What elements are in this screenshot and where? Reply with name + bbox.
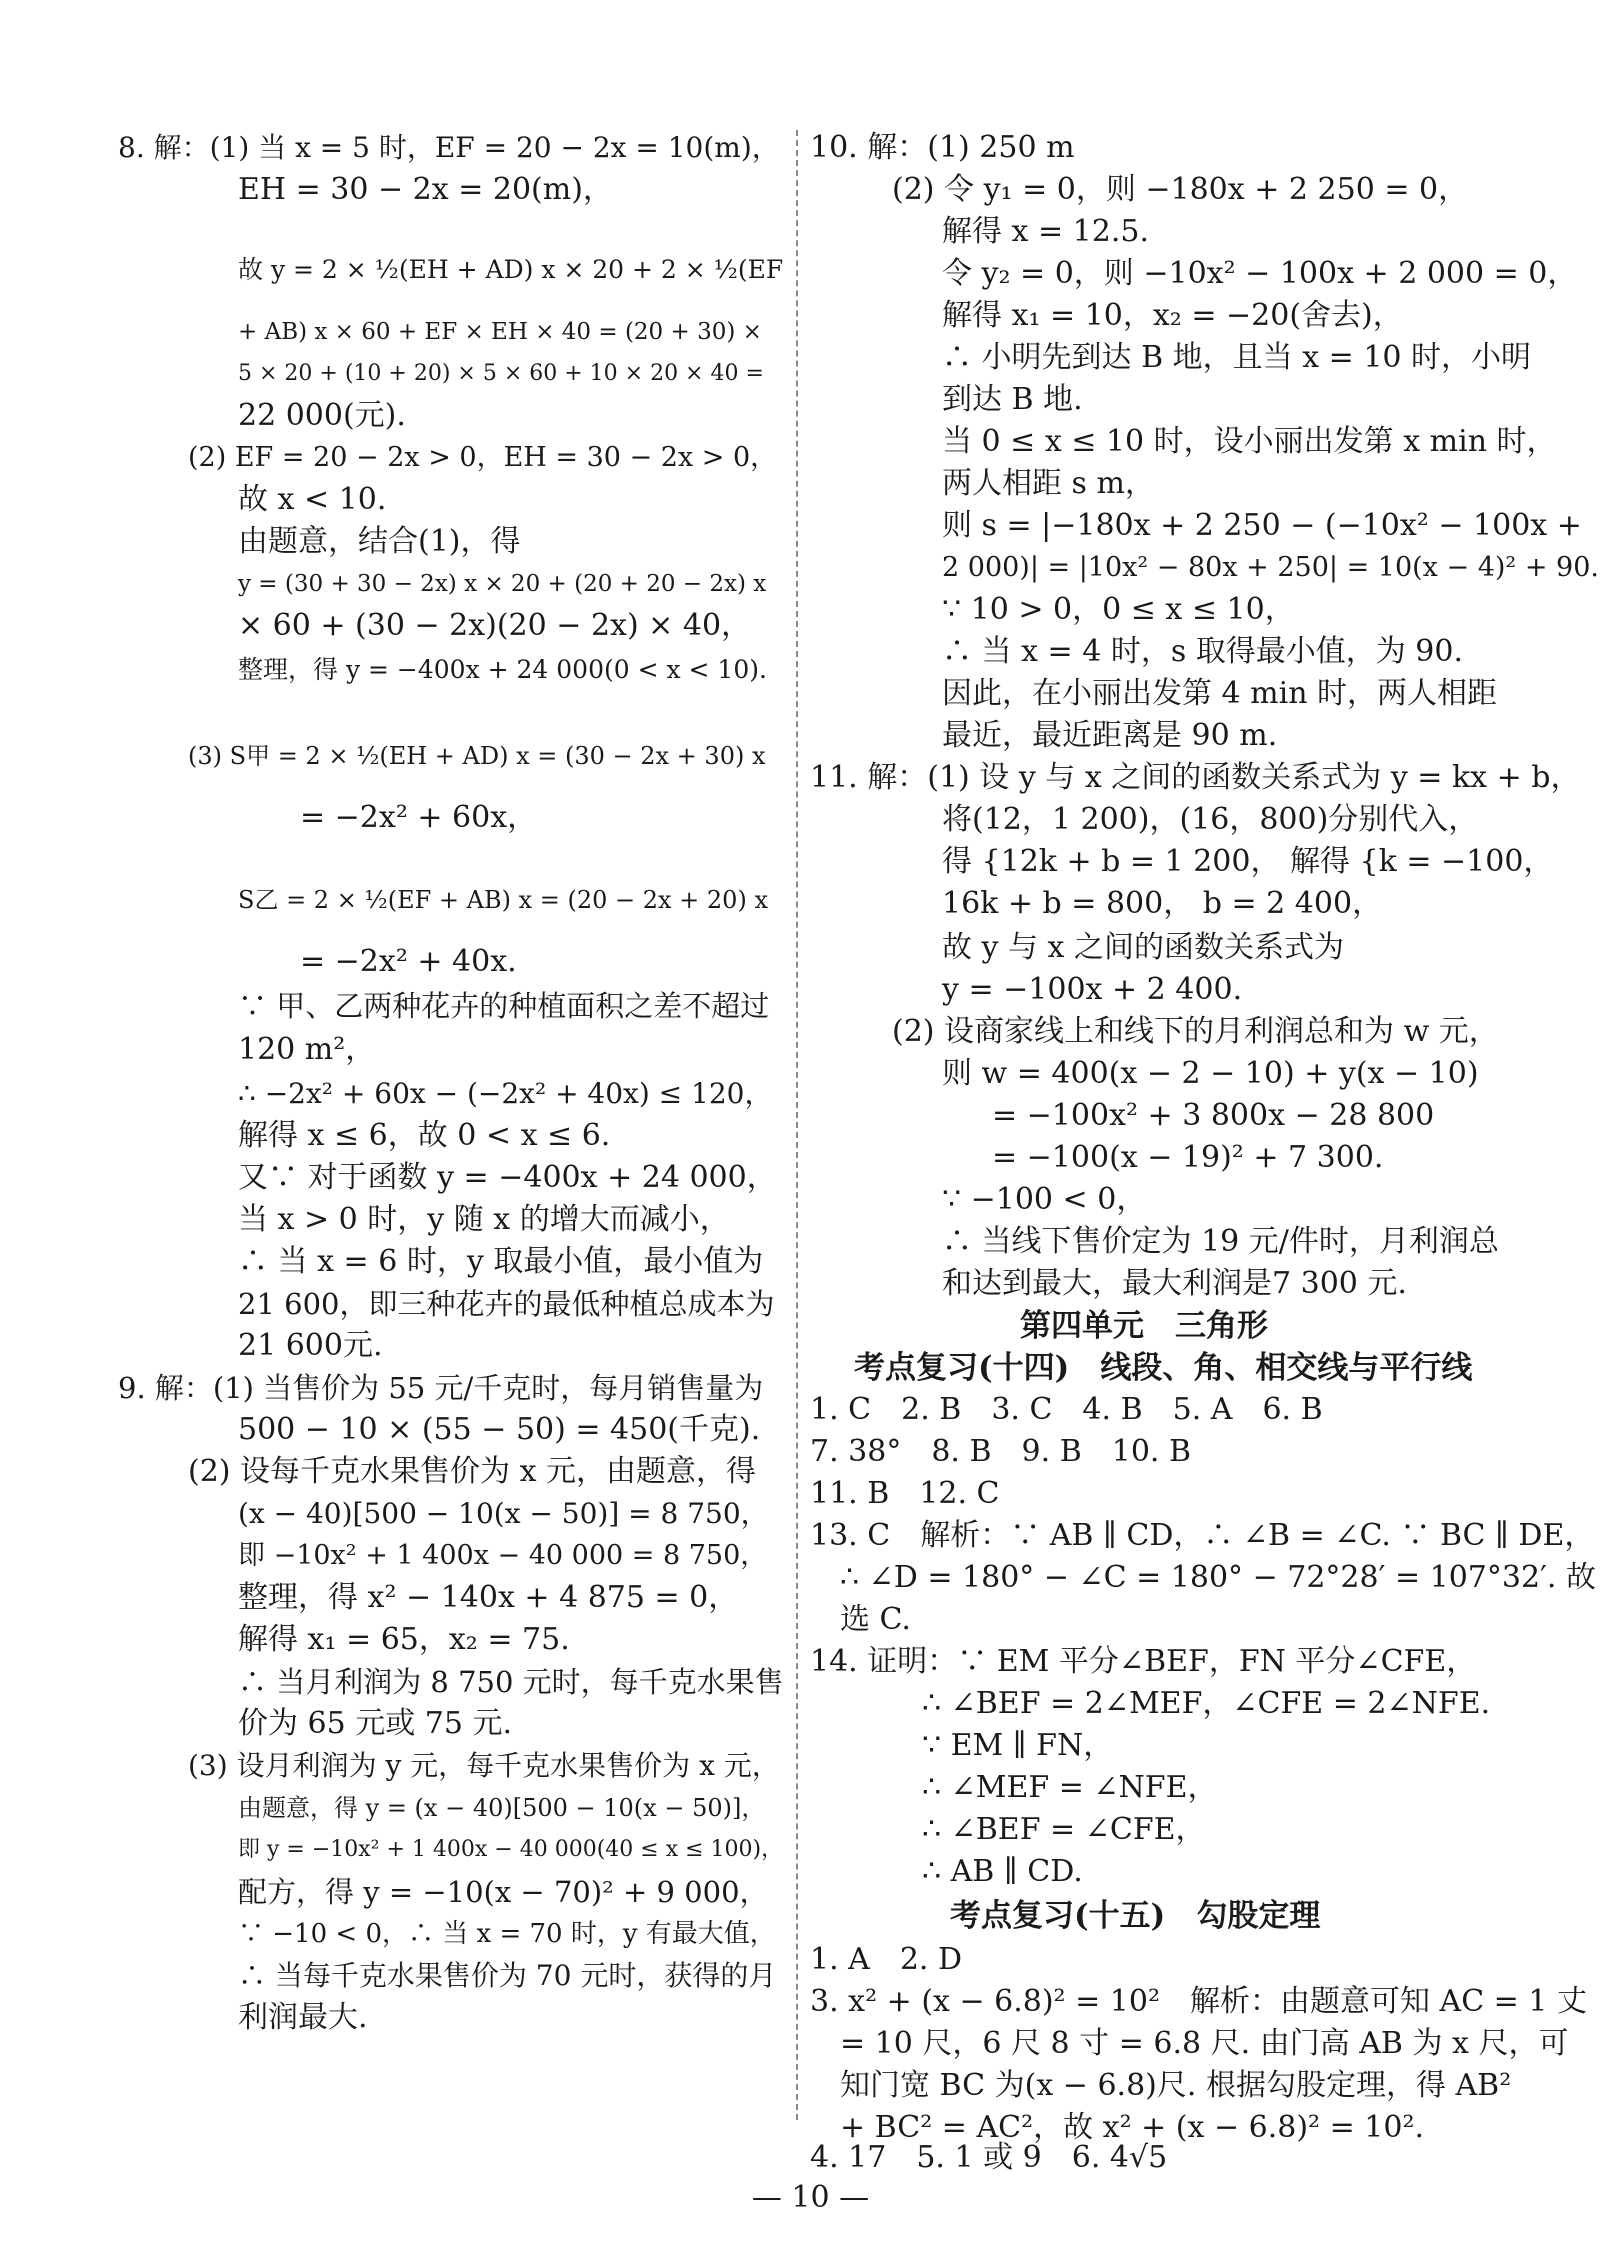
text-line: EH = 30 − 2x = 20(m)， xyxy=(238,172,613,207)
text-line: (2) EF = 20 − 2x > 0，EH = 30 − 2x > 0， xyxy=(188,442,778,473)
text-line: ∴ 当 x = 4 时，s 取得最小值，为 90. xyxy=(942,634,1464,669)
text-line: 利润最大. xyxy=(238,2000,368,2035)
text-line: (3) S甲 = 2 × ½(EH + AD) x = (30 − 2x + 30) x xyxy=(188,742,766,770)
text-line: ∵ EM ∥ FN， xyxy=(922,1728,1114,1763)
section-heading: 考点复习(十四) 线段、角、相交线与平行线 xyxy=(854,1350,1473,1386)
text-line: ∴ 小明先到达 B 地，且当 x = 10 时，小明 xyxy=(942,340,1532,375)
text-line: 10. 解：(1) 250 m xyxy=(810,130,1075,165)
text-line: 16k + b = 800， b = 2 400， xyxy=(942,886,1383,921)
text-line: + BC² = AC²，故 x² + (x − 6.8)² = 10². xyxy=(840,2110,1425,2145)
text-line: ∵ −10 < 0，∴ 当 x = 70 时，y 有最大值， xyxy=(238,1919,776,1949)
text-line: 知门宽 BC 为(x − 6.8)尺. 根据勾股定理，得 AB² xyxy=(840,2068,1512,2103)
text-line: × 60 + (30 − 2x)(20 − 2x) × 40， xyxy=(238,608,752,643)
text-line: 配方，得 y = −10(x − 70)² + 9 000， xyxy=(238,1875,769,1909)
text-line: 将(12，1 200)，(16，800)分别代入， xyxy=(942,802,1479,837)
text-line: ∴ 当 x = 6 时，y 取最小值，最小值为 xyxy=(238,1244,764,1279)
text-line: (x − 40)[500 − 10(x − 50)] = 8 750， xyxy=(238,1497,769,1530)
text-line: 11. B 12. C xyxy=(810,1476,1000,1511)
text-line: 两人相距 s m， xyxy=(942,466,1155,501)
unit-heading: 第四单元 三角形 xyxy=(1020,1308,1268,1344)
text-line: + AB) x × 60 + EF × EH × 40 = (20 + 30) × xyxy=(238,319,762,345)
text-line: 因此，在小丽出发第 4 min 时，两人相距 xyxy=(942,676,1498,711)
text-line: 故 y = 2 × ½(EH + AD) x × 20 + 2 × ½(EF xyxy=(238,255,784,284)
text-line: (3) 设月利润为 y 元，每千克水果售价为 x 元， xyxy=(188,1749,780,1782)
text-line: 由题意，得 y = (x − 40)[500 − 10(x − 50)]， xyxy=(238,1794,766,1822)
text-line: 则 w = 400(x − 2 − 10) + y(x − 10) xyxy=(942,1056,1479,1091)
text-line: ∵ 甲、乙两种花卉的种植面积之差不超过 xyxy=(238,989,770,1023)
text-line: 11. 解：(1) 设 y 与 x 之间的函数关系式为 y = kx + b， xyxy=(810,760,1581,795)
text-line: 选 C. xyxy=(840,1602,911,1637)
text-line: ∴ ∠BEF = 2∠MEF，∠CFE = 2∠NFE. xyxy=(922,1686,1491,1721)
text-line: 21 600，即三种花卉的最低种植总成本为 xyxy=(238,1287,775,1321)
text-line: 8. 解：(1) 当 x = 5 时，EF = 20 − 2x = 10(m)， xyxy=(118,131,780,164)
text-line: 14. 证明：∵ EM 平分∠BEF，FN 平分∠CFE， xyxy=(810,1644,1477,1679)
text-line: 故 x < 10. xyxy=(238,482,387,517)
text-line: 1. C 2. B 3. C 4. B 5. A 6. B xyxy=(810,1392,1323,1427)
text-line: 3. x² + (x − 6.8)² = 10² 解析：由题意可知 AC = 1 丈 xyxy=(810,1984,1587,2019)
text-line: 到达 B 地. xyxy=(942,382,1083,417)
text-line: y = (30 + 30 − 2x) x × 20 + (20 + 20 − 2x) x xyxy=(238,571,767,597)
text-line: ∵ −100 < 0， xyxy=(942,1182,1147,1217)
text-line: = −2x² + 60x， xyxy=(300,800,538,835)
text-line: 120 m²， xyxy=(238,1032,376,1067)
text-line: y = −100x + 2 400. xyxy=(942,972,1243,1007)
text-line: 4. 17 5. 1 或 9 6. 4√5 xyxy=(810,2140,1168,2175)
text-line: 22 000(元). xyxy=(238,398,406,433)
text-line: 故 y 与 x 之间的函数关系式为 xyxy=(942,930,1345,965)
section-heading: 考点复习(十五) 勾股定理 xyxy=(950,1898,1321,1934)
text-line: (2) 设商家线上和线下的月利润总和为 w 元， xyxy=(892,1014,1499,1049)
text-line: ∴ −2x² + 60x − (−2x² + 40x) ≤ 120， xyxy=(238,1077,773,1110)
text-line: (2) 令 y₁ = 0，则 −180x + 2 250 = 0， xyxy=(892,172,1469,207)
text-line: 7. 38° 8. B 9. B 10. B xyxy=(810,1434,1192,1469)
text-line: 由题意，结合(1)，得 xyxy=(238,524,521,559)
text-line: 得 {12k + b = 1 200， 解得 {k = −100， xyxy=(942,844,1554,879)
text-line: ∴ AB ∥ CD. xyxy=(922,1854,1083,1889)
column-divider xyxy=(796,130,798,2120)
text-line: 解得 x₁ = 65，x₂ = 75. xyxy=(238,1622,570,1657)
text-line: = 10 尺，6 尺 8 寸 = 6.8 尺. 由门高 AB 为 x 尺，可 xyxy=(840,2026,1569,2061)
text-line: 则 s = |−180x + 2 250 − (−10x² − 100x + xyxy=(942,508,1582,543)
text-line: 解得 x = 12.5. xyxy=(942,214,1149,249)
text-line: 整理，得 x² − 140x + 4 875 = 0， xyxy=(238,1580,739,1615)
text-line: 13. C 解析：∵ AB ∥ CD，∴ ∠B = ∠C. ∵ BC ∥ DE， xyxy=(810,1518,1595,1553)
text-line: ∴ ∠D = 180° − ∠C = 180° − 72°28′ = 107°32′. 故 xyxy=(840,1560,1596,1595)
text-line: ∴ ∠BEF = ∠CFE， xyxy=(922,1812,1206,1847)
text-line: ∴ ∠MEF = ∠NFE， xyxy=(922,1770,1218,1805)
text-line: 1. A 2. D xyxy=(810,1942,963,1977)
text-line: 当 0 ≤ x ≤ 10 时，设小丽出发第 x min 时， xyxy=(942,424,1557,459)
text-line: 令 y₂ = 0，则 −10x² − 100x + 2 000 = 0， xyxy=(942,256,1578,291)
text-line: 和达到最大，最大利润是7 300 元. xyxy=(942,1266,1407,1301)
text-line: 又∵ 对于函数 y = −400x + 24 000， xyxy=(238,1160,777,1195)
text-line: 解得 x ≤ 6，故 0 < x ≤ 6. xyxy=(238,1118,611,1153)
text-line: 5 × 20 + (10 + 20) × 5 × 60 + 10 × 20 × 40 = xyxy=(238,361,764,386)
text-line: ∴ 当每千克水果售价为 70 元时，获得的月 xyxy=(238,1959,777,1992)
text-line: 2 000)| = |10x² − 80x + 250| = 10(x − 4)² + 90. xyxy=(942,552,1599,583)
text-line: 9. 解：(1) 当售价为 55 元/千克时，每月销售量为 xyxy=(118,1371,764,1405)
page-number: — 10 — xyxy=(751,2180,870,2215)
text-line: ∵ 10 > 0，0 ≤ x ≤ 10， xyxy=(942,592,1295,627)
text-line: = −2x² + 40x. xyxy=(300,944,517,979)
text-line: (2) 设每千克水果售价为 x 元，由题意，得 xyxy=(188,1454,757,1489)
text-line: 整理，得 y = −400x + 24 000(0 < x < 10). xyxy=(238,655,767,684)
text-line: 价为 65 元或 75 元. xyxy=(238,1706,513,1741)
text-line: = −100x² + 3 800x − 28 800 xyxy=(992,1098,1435,1133)
text-line: 当 x > 0 时，y 随 x 的增大而减小， xyxy=(238,1202,730,1237)
text-line: 21 600元. xyxy=(238,1328,383,1363)
text-line: = −100(x − 19)² + 7 300. xyxy=(992,1140,1384,1175)
text-line: 最近，最近距离是 90 m. xyxy=(942,718,1278,753)
text-line: 即 −10x² + 1 400x − 40 000 = 8 750， xyxy=(238,1540,768,1571)
text-line: 解得 x₁ = 10，x₂ = −20(舍去)， xyxy=(942,298,1403,333)
text-line: 即 y = −10x² + 1 400x − 40 000(40 ≤ x ≤ 100)， xyxy=(238,1837,784,1862)
text-line: ∴ 当线下售价定为 19 元/件时，月利润总 xyxy=(942,1224,1499,1259)
text-line: ∴ 当月利润为 8 750 元时，每千克水果售 xyxy=(238,1665,784,1699)
text-line: S乙 = 2 × ½(EF + AB) x = (20 − 2x + 20) x xyxy=(238,886,768,914)
text-line: 500 − 10 × (55 − 50) = 450(千克). xyxy=(238,1412,761,1447)
